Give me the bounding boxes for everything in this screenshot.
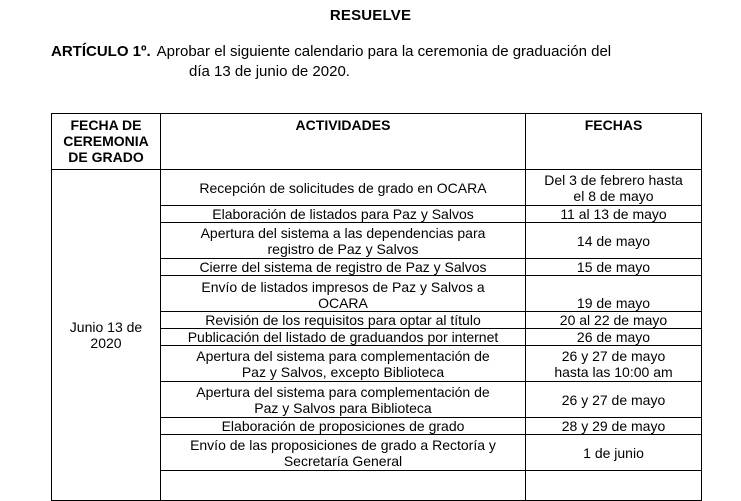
date-text: hasta las 10:00 am [554, 363, 673, 380]
activity-text: Envío de las proposiciones de grado a Rectoría y [190, 436, 496, 453]
activity-text: Secretaría General [283, 452, 403, 469]
article-paragraph [51, 42, 701, 82]
date-cell [526, 276, 702, 312]
date-cell [526, 312, 702, 329]
date-text: 14 de mayo [576, 232, 651, 249]
header-col1-line3: DE GRADO [68, 149, 144, 165]
graduation-calendar-table [51, 113, 702, 501]
activity-text: Elaboración de proposiciones de grado [221, 418, 465, 434]
header-col1-line2: CEREMONIA [63, 133, 149, 149]
activity-cell [161, 435, 526, 471]
table-header-row [52, 114, 702, 170]
activity-cell [161, 329, 526, 346]
date-cell [526, 329, 702, 346]
activity-text: Paz y Salvos, excepto Biblioteca [241, 363, 445, 380]
date-cell [526, 346, 702, 382]
date-cell [526, 170, 702, 206]
activity-cell [161, 276, 526, 312]
date-text: 11 al 13 de mayo [560, 206, 667, 222]
header-ceremony-date [52, 114, 161, 170]
date-text: 26 y 27 de mayo [561, 347, 666, 364]
date-cell [526, 418, 702, 435]
date-text: 1 de junio [583, 444, 644, 461]
date-cell [526, 206, 702, 223]
article-label: ARTÍCULO 1º. [51, 43, 151, 60]
activity-text: Elaboración de listados para Paz y Salvos [212, 206, 474, 222]
activity-text: Envío de listados impresos de Paz y Salvos a [201, 279, 485, 295]
date-cell [526, 435, 702, 471]
activity-text: Apertura del sistema a las dependencias para [200, 224, 486, 241]
activity-text: Apertura del sistema para complementación de [196, 383, 490, 400]
activity-cell [161, 382, 526, 418]
ceremony-date-cell [52, 170, 161, 501]
date-text: 20 al 22 de mayo [559, 312, 668, 328]
activity-cell [161, 223, 526, 259]
activity-text: registro de Paz y Salvos [267, 240, 419, 257]
activity-text: Cierre del sistema de registro de Paz y Salvos [199, 259, 487, 275]
header-col1-line1: FECHA DE [70, 117, 142, 133]
ceremony-date-line2: 2020 [90, 335, 122, 351]
article-text-line1: Aprobar el siguiente calendario para la ceremonia de graduación del [156, 43, 612, 60]
date-text: el 8 de mayo [573, 187, 654, 204]
date-text: 28 y 29 de mayo [561, 418, 666, 434]
activity-text: Publicación del listado de graduandos por internet [187, 329, 499, 345]
date-cell [526, 382, 702, 418]
header-dates: FECHAS [526, 114, 702, 170]
table-row [52, 170, 702, 206]
date-cell [526, 223, 702, 259]
activity-cell [161, 259, 526, 276]
activity-text: Apertura del sistema para complementación de [196, 347, 490, 364]
activity-text: Recepción de solicitudes de grado en OCARA [199, 179, 487, 196]
date-text: 19 de mayo [576, 295, 651, 311]
header-activities: ACTIVIDADES [161, 114, 526, 170]
activity-cell [161, 418, 526, 435]
activity-text: Revisión de los requisitos para optar al título [205, 312, 481, 328]
date-text: 26 de mayo [576, 329, 651, 345]
activity-cell [161, 206, 526, 223]
activity-cell [161, 170, 526, 206]
activity-cell [161, 346, 526, 382]
activity-cell [161, 312, 526, 329]
date-text: Del 3 de febrero hasta [544, 171, 683, 188]
ceremony-date-line1: Junio 13 de [69, 319, 143, 335]
section-heading: RESUELVE [329, 7, 412, 24]
article-text-line2: día 13 de junio de 2020. [189, 63, 350, 80]
activity-text: OCARA [318, 295, 368, 311]
date-text: 15 de mayo [576, 259, 651, 275]
date-cell [526, 259, 702, 276]
activity-text: Paz y Salvos para Biblioteca [254, 399, 432, 416]
date-text: 26 y 27 de mayo [561, 391, 666, 408]
